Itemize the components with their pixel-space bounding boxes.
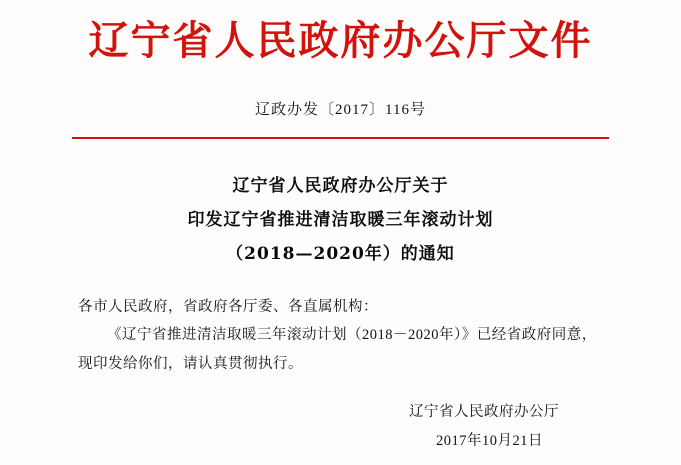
salutation: 各市人民政府，省政府各厅委、各直属机构： [78,299,378,315]
body-paragraph: 《辽宁省推进清洁取暖三年滚动计划（2018－2020年）》已经省政府同意，现印发给你们，请认真贯彻执行。 [78,327,597,372]
document-title-line-2: 印发辽宁省推进清洁取暖三年滚动计划 [187,210,494,230]
signature-date: 2017年10月21日 [436,432,543,449]
document-body [0,293,681,378]
document-title [0,169,681,271]
red-divider-wrap [0,137,681,139]
signature-organization: 辽宁省人民政府办公厅 [409,403,559,420]
document-number: 辽政办发〔2017〕116号 [255,102,426,118]
document-title-line-1: 辽宁省人民政府办公厅关于 [232,176,449,196]
red-divider-line [72,137,609,139]
signature-block [0,398,681,456]
masthead-title: 辽宁省人民政府办公厅文件 [88,17,593,64]
document-title-line-3: （2018—2020年）的通知 [226,244,455,264]
masthead [0,0,681,66]
